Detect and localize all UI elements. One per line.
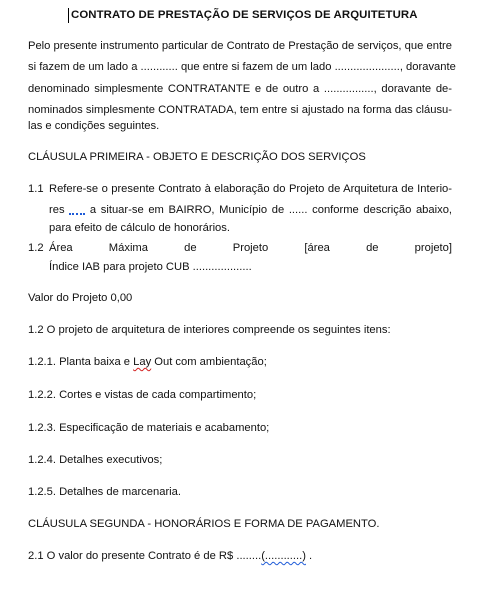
item-1-2-line-1: Área Máxima de Projeto [área de projeto] [49, 242, 452, 254]
item-1-2-number: 1.2 [28, 242, 44, 254]
scope-item-prefix: 1.2.1. Planta baixa e [28, 356, 134, 368]
intro-line-1: Pelo presente instrumento particular de Contrato de Prestação de serviços, que entre [28, 40, 452, 52]
intro-line-4: nominados simplesmente CONTRATADA, tem entre si ajustado na forma das cláusu- [28, 104, 452, 116]
clause-2-heading: CLÁUSULA SEGUNDA - HONORÁRIOS E FORMA DE PAGAMENTO. [28, 518, 380, 530]
item-2-1 [28, 546, 312, 568]
item-1-2-line-2: Índice IAB para projeto CUB ................... [49, 261, 252, 273]
scope-item-1-2-5: 1.2.5. Detalhes de marcenaria. [28, 486, 181, 498]
scope-item-1-2-1 [28, 352, 267, 374]
item-1-1-number: 1.1 [28, 183, 44, 195]
scope-item-1-2-2: 1.2.2. Cortes e vistas de cada compartimento; [28, 389, 257, 401]
scope-item-1-2-4: 1.2.4. Detalhes executivos; [28, 454, 163, 466]
spellcheck-flagged-paren: (............) [261, 550, 306, 562]
intro-line-3: denominado simplesmente CONTRATANTE e de outro a ................, doravante de- [28, 83, 452, 95]
item-2-1-prefix: 2.1 O valor do presente Contrato é de R$ ........ [28, 550, 262, 562]
text-cursor [68, 8, 69, 23]
item-1-1-line-3: para efeito de cálculo de honorários. [49, 222, 230, 234]
intro-line-5: las e condições seguintes. [28, 120, 160, 132]
item-1-1-line-2-suffix: a situar-se em BAIRRO, Município de ...... conforme descrição abaixo, [89, 204, 453, 216]
scope-item-1-2-3: 1.2.3. Especificação de materiais e acabamento; [28, 422, 270, 434]
spellcheck-flagged-word: Lay [133, 356, 152, 368]
scope-intro: 1.2 O projeto de arquitetura de interiores compreende os seguintes itens: [28, 324, 391, 336]
document-title: CONTRATO DE PRESTAÇÃO DE SERVIÇOS DE ARQUITETURA [71, 9, 418, 21]
spellcheck-mark [69, 203, 85, 215]
scope-item-suffix: Out com ambientação; [151, 356, 267, 368]
item-1-1-line-2-prefix: res [49, 204, 65, 216]
item-2-1-suffix: . [305, 550, 313, 562]
item-1-1-line-1: Refere-se o presente Contrato à elaboração do Projeto de Arquitetura de Interio- [49, 183, 452, 195]
project-value: Valor do Projeto 0,00 [28, 292, 133, 304]
intro-line-2: si fazem de um lado a ............ que entre si fazem de um lado ....................., doravante [28, 61, 456, 73]
clause-1-heading: CLÁUSULA PRIMEIRA - OBJETO E DESCRIÇÃO DOS SERVIÇOS [28, 151, 366, 163]
